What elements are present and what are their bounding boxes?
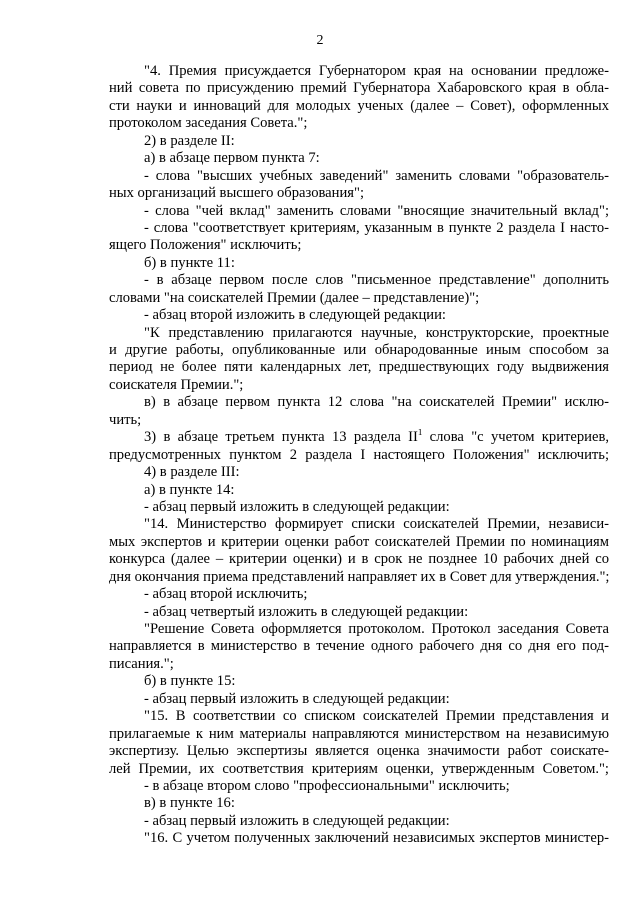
text-line-content: в) в пункте 16: (144, 795, 235, 812)
text-line-content: - в абзаце первом после слов "письменное представление" дополнить (144, 272, 609, 289)
text-line-content: а) в абзаце первом пункта 7: (144, 150, 320, 167)
text-line-content: соискателя Премии."; (109, 376, 244, 393)
text-line-content: прилагаемые к ним материалы направляются министерством на независимую (109, 725, 609, 742)
text-line-content: - абзац второй изложить в следующей редакции: (144, 307, 446, 324)
text-line-content: период не более пяти календарных лет, предшествующих году выдвижения (109, 359, 609, 376)
text-line (109, 203, 609, 220)
document-body (109, 63, 609, 848)
text-line (109, 115, 609, 132)
text-line-content: 2) в разделе II: (144, 132, 235, 149)
text-line (109, 761, 609, 778)
text-line (109, 586, 609, 603)
text-line-content: - в абзаце втором слово "профессиональными" исключить; (144, 777, 510, 794)
text-line (109, 673, 609, 690)
text-line-content: "К представлению прилагаются научные, конструкторские, проектные (144, 324, 609, 341)
text-line-content: мых экспертов и критерии оценки работ соискателей Премии по номинациям (109, 533, 609, 550)
text-line-content: протоколом заседания Совета."; (109, 115, 308, 132)
text-line (109, 708, 609, 725)
text-line-content: лей Премии, их соответствия критериям оценки, утвержденным Советом."; (109, 760, 609, 777)
text-line-content: - абзац первый изложить в следующей редакции: (144, 812, 450, 829)
text-line (109, 237, 609, 254)
text-line (109, 377, 609, 394)
text-line-content: - слова "чей вклад" заменить словами "вносящие значительный вклад"; (144, 202, 609, 219)
text-line-content: - абзац второй исключить; (144, 586, 308, 603)
text-line (109, 63, 609, 80)
text-line (109, 150, 609, 167)
text-line (109, 185, 609, 202)
text-line (109, 412, 609, 429)
text-line-content: - слова "высших учебных заведений" заменить словами "образователь- (144, 167, 609, 184)
text-line-content: "Решение Совета оформляется протоколом. Протокол заседания Совета (144, 621, 609, 637)
text-line-tail: слова "с учетом критериев, (422, 429, 609, 446)
text-line-content: чить; (109, 411, 142, 428)
text-line-content: предусмотренных пунктом 2 раздела I настоящего Положения" исключить; (109, 446, 609, 463)
text-line (109, 98, 609, 115)
text-line (109, 220, 609, 237)
text-line (109, 464, 609, 481)
page-number: 2 (316, 33, 324, 48)
text-line (109, 168, 609, 185)
text-line-content: направляется в министерство в течение одного рабочего дня со дня его под- (109, 638, 609, 655)
text-line-content: "15. В соответствии со списком соискателей Премии представления и (144, 708, 609, 725)
text-line (109, 429, 609, 446)
text-line (109, 290, 609, 307)
text-line-content: писания."; (109, 655, 174, 672)
text-line (109, 656, 609, 673)
text-line (109, 604, 609, 621)
text-line-content: б) в пункте 11: (144, 254, 235, 271)
text-line (109, 551, 609, 568)
text-line (109, 325, 609, 342)
text-line-content: и другие работы, опубликованные или обнародованные иным способом за (109, 342, 609, 358)
text-line-content: конкурса (далее – критерии оценки) и в срок не позднее 10 рабочих дней со (109, 551, 609, 568)
text-line-content: словами "на соискателей Премии (далее – представление)"; (109, 289, 480, 306)
text-line-content: "14. Министерство формирует списки соискателей Премии, независи- (144, 516, 609, 533)
superscript-index: 1 (417, 429, 423, 438)
text-line (109, 830, 609, 847)
text-line (109, 743, 609, 760)
text-line-content: экспертизу. Целью экспертизы является оценка значимости работ соискате- (109, 743, 609, 760)
text-line (109, 447, 609, 464)
text-line (109, 516, 609, 533)
text-line-content: ний совета по присуждению премий Губернатора Хабаровского края в обла- (109, 80, 609, 97)
text-line-content: а) в пункте 14: (144, 481, 235, 498)
text-line (109, 80, 609, 97)
text-line-content: ящего Положения" исключить; (109, 237, 302, 254)
text-line (109, 638, 609, 655)
text-line (109, 726, 609, 743)
text-line-content: 3) в абзаце третьем пункта 13 раздела II (144, 429, 418, 446)
text-line (109, 534, 609, 551)
text-line-content: в) в абзаце первом пункта 12 слова "на соискателей Премии" исклю- (144, 394, 609, 411)
text-line (109, 394, 609, 411)
text-line (109, 569, 609, 586)
text-line (109, 133, 609, 150)
text-line (109, 342, 609, 359)
text-line (109, 359, 609, 376)
text-line (109, 272, 609, 289)
text-line-content: б) в пункте 15: (144, 673, 236, 690)
text-line (109, 255, 609, 272)
text-line (109, 795, 609, 812)
text-line-content: - слова "соответствует критериям, указанным в пункте 2 раздела I насто- (144, 219, 609, 236)
text-line-content: "4. Премия присуждается Губернатором края на основании предложе- (144, 63, 609, 79)
text-line (109, 621, 609, 638)
text-line-content: ных организаций высшего образования"; (109, 185, 365, 202)
text-line (109, 778, 609, 795)
text-line-content: 4) в разделе III: (144, 464, 240, 481)
text-line-content: дня окончания приема представлений направляет их в Совет для утверждения."; (109, 568, 609, 585)
text-line-content: сти науки и инноваций для молодых ученых (далее – Совет), оформленных (109, 97, 609, 114)
text-line-content: - абзац первый изложить в следующей редакции: (144, 690, 450, 707)
text-line (109, 813, 609, 830)
text-line (109, 691, 609, 708)
text-line (109, 499, 609, 516)
text-line-content: "16. С учетом полученных заключений независимых экспертов министер- (144, 830, 609, 847)
text-line (109, 482, 609, 499)
text-line-content: - абзац первый изложить в следующей редакции: (144, 498, 450, 515)
text-line (109, 307, 609, 324)
text-line-content: - абзац четвертый изложить в следующей редакции: (144, 603, 469, 620)
